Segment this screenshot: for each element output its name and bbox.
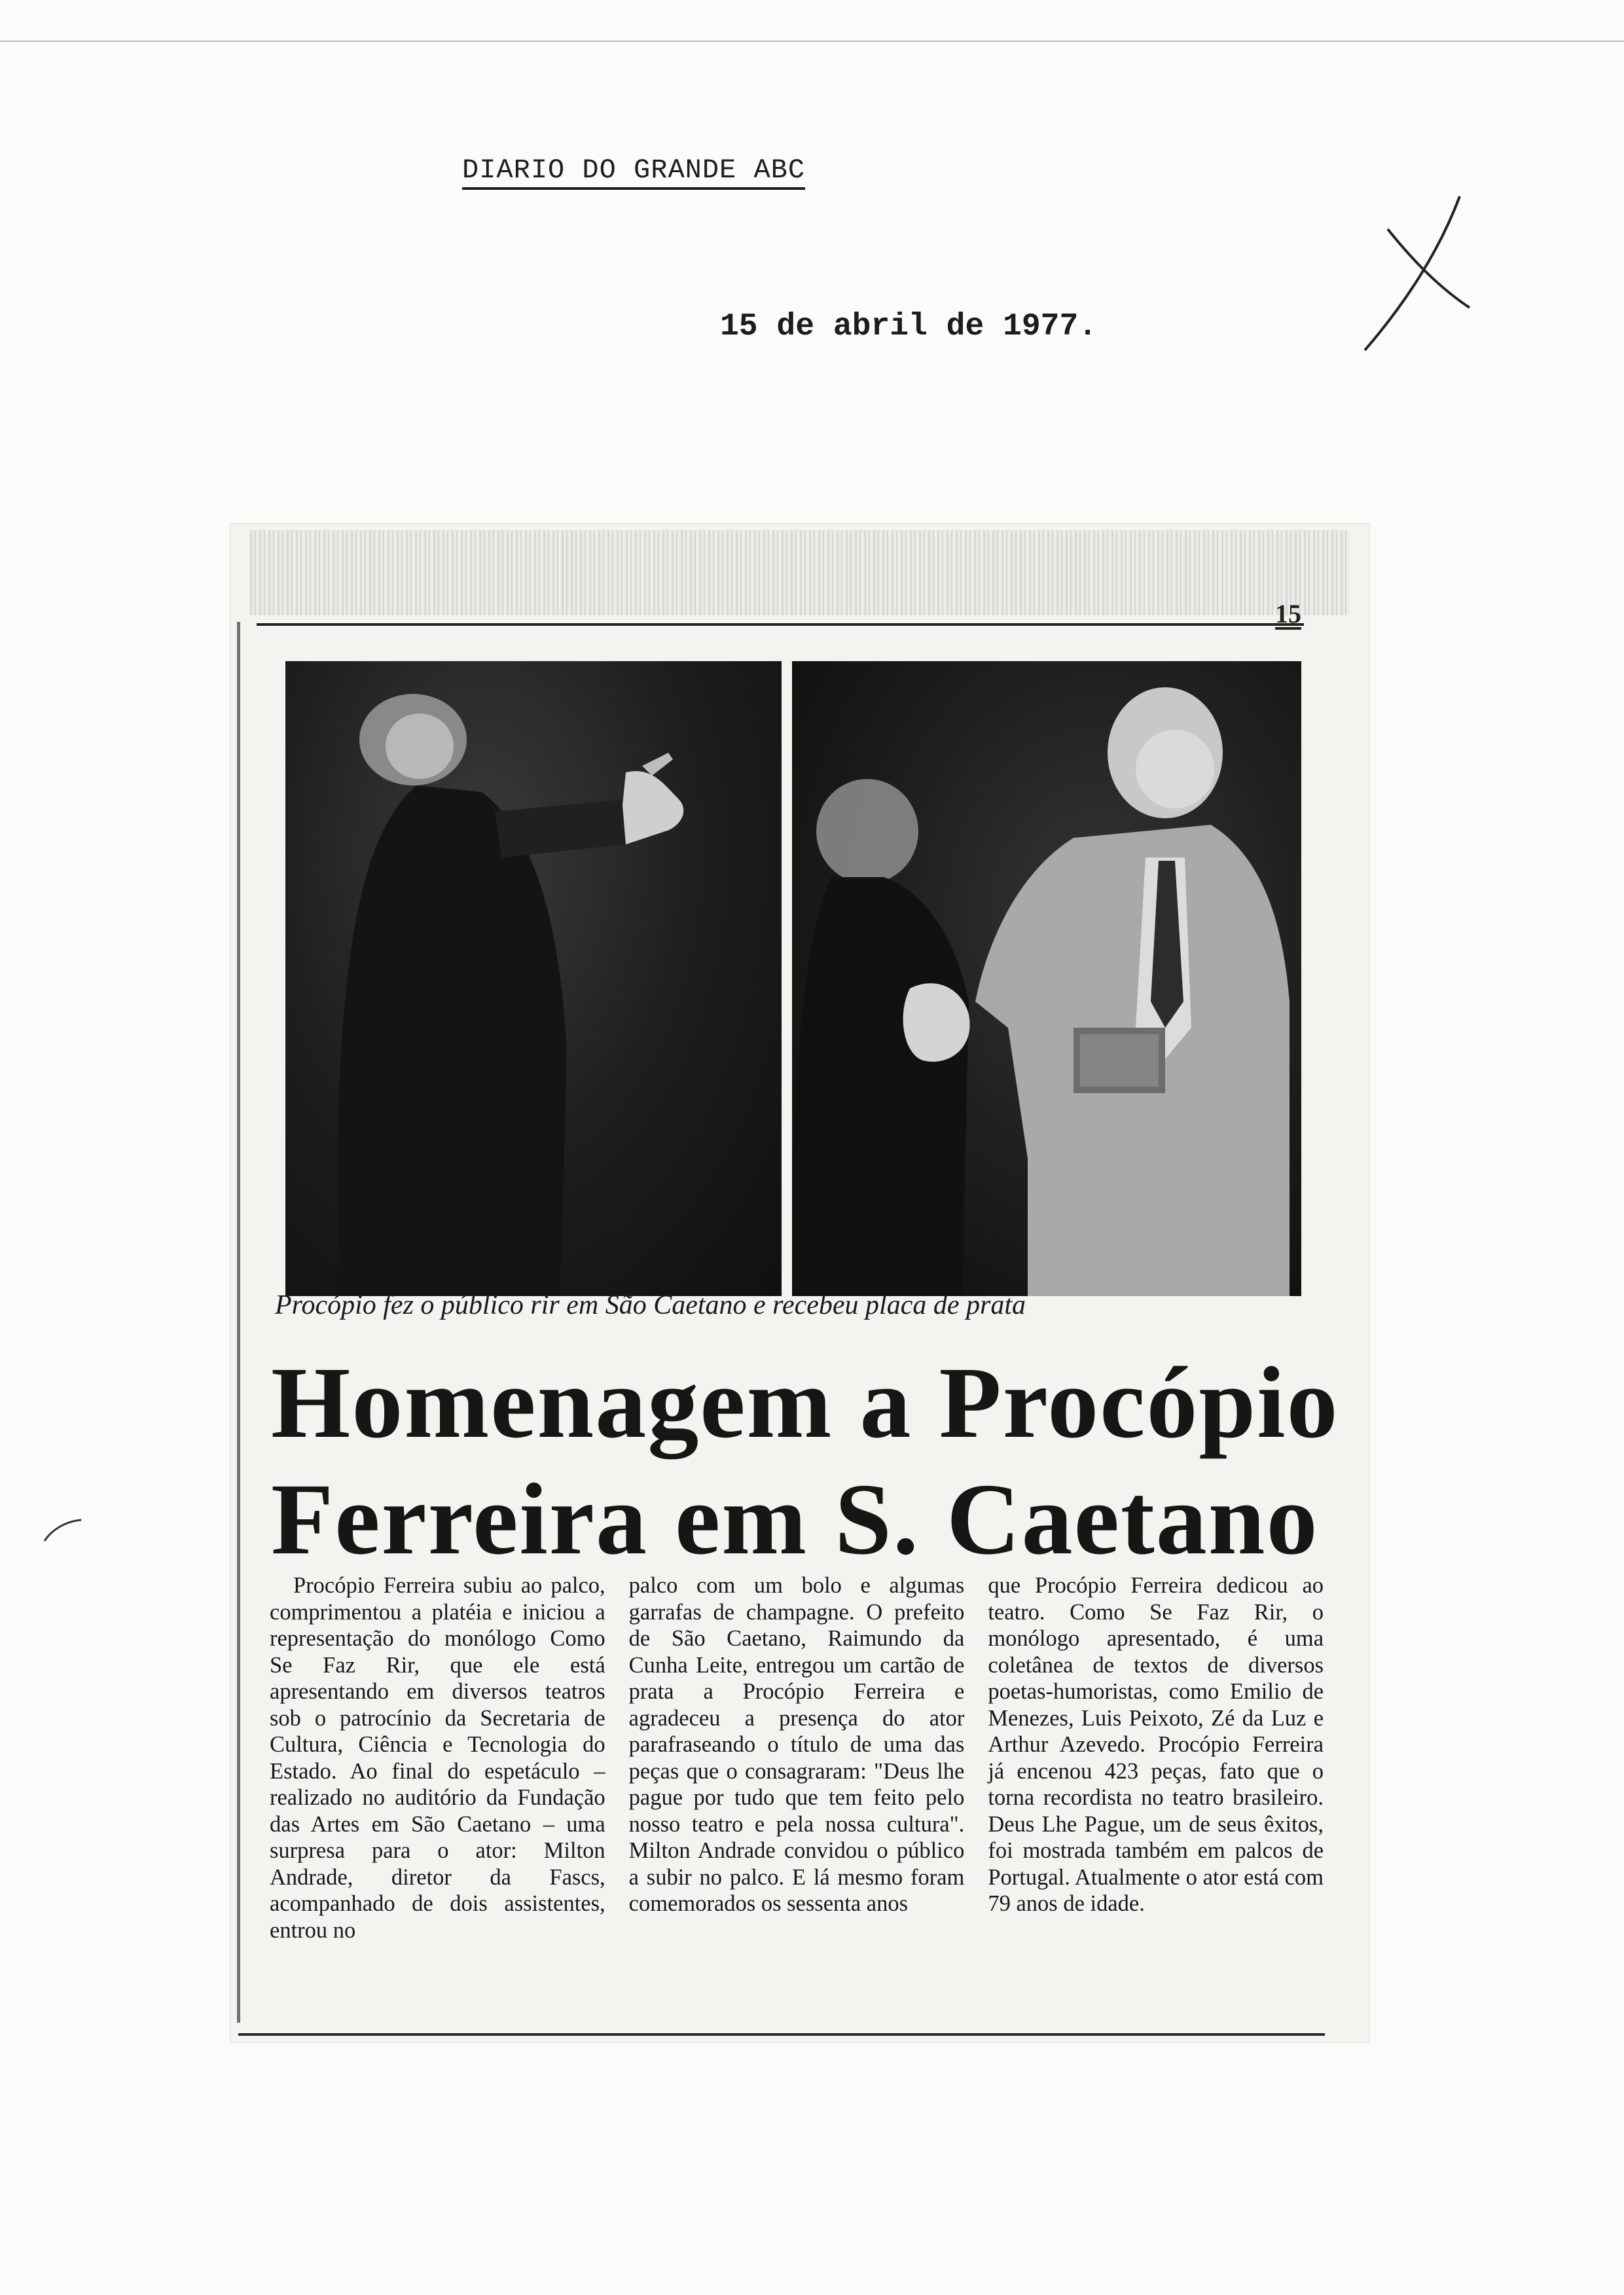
- bottom-rule: [238, 2033, 1325, 2036]
- photo-procopio-gesturing: [285, 661, 782, 1296]
- scan-top-edge: [0, 41, 1624, 42]
- page-number: 15: [1275, 599, 1301, 628]
- photo-award-presentation: [792, 661, 1301, 1296]
- handwritten-x-mark: [1362, 190, 1473, 353]
- article-column-2: palco com um bolo e algumas garrafas de champagne. O prefeito de São Caetano, Raimundo da Cunha Leite, entregou um cartão de prata a Procópio Ferreira e agradeceu a presença do ator parafraseando o título de uma das peças que o consagraram: "Deus lhe pague por tudo que tem feito pelo nosso teatro e pela nossa cultura". Milton Andrade convidou o público a subir no palco. E lá mesmo foram comemorados os sessenta anos: [628, 1573, 965, 1916]
- newspaper-clipping: [230, 524, 1369, 2042]
- clipping-left-edge: [237, 622, 240, 2023]
- article-column-3: que Procópio Ferreira dedicou ao teatro. Como Se Faz Rir, o monólogo apresentado, é uma coletânea de textos de diversos poetas-humoristas, como Emilio de Menezes, Luis Peixoto, Zé da Luz e Arthur Azevedo. Procópio Ferreira já encenou 423 peças, fato que o torna recordista no teatro brasileiro. Deus Lhe Pague, um de seus êxitos, foi mostrada também em palcos de Portugal. Atualmente o ator está com 79 anos de idade.: [988, 1573, 1324, 1916]
- clipping-torn-header: [250, 530, 1350, 615]
- headline-line-2: Ferreira em S. Caetano: [271, 1462, 1319, 1576]
- article-column-1: Procópio Ferreira subiu ao palco, comprimentou a platéia e iniciou a representação do monólogo Como Se Faz Rir, que ele está apresentando em diversos teatros sob o patrocínio da Secretaria de Cultura, Ciência e Tecnologia do Estado. Ao final do espetáculo – realizado no auditório da Fundação das Artes em São Caetano – uma surpresa para o ator: Milton Andrade, diretor da Fascs, acompanhado de dois assistentes, entrou no: [270, 1573, 605, 1943]
- headline-line-1: Homenagem a Procópio: [271, 1346, 1339, 1459]
- article-headline: [271, 1345, 1344, 1578]
- header-rule: [257, 623, 1304, 626]
- photo-caption: Procópio fez o público rir em São Caetano e recebeu placa de prata: [275, 1290, 1026, 1320]
- article-body: [270, 1572, 1324, 2031]
- clipping-date: 15 de abril de 1977.: [720, 309, 1098, 344]
- margin-pencil-mark: [43, 1517, 82, 1544]
- newspaper-name: DIARIO DO GRANDE ABC: [462, 154, 805, 190]
